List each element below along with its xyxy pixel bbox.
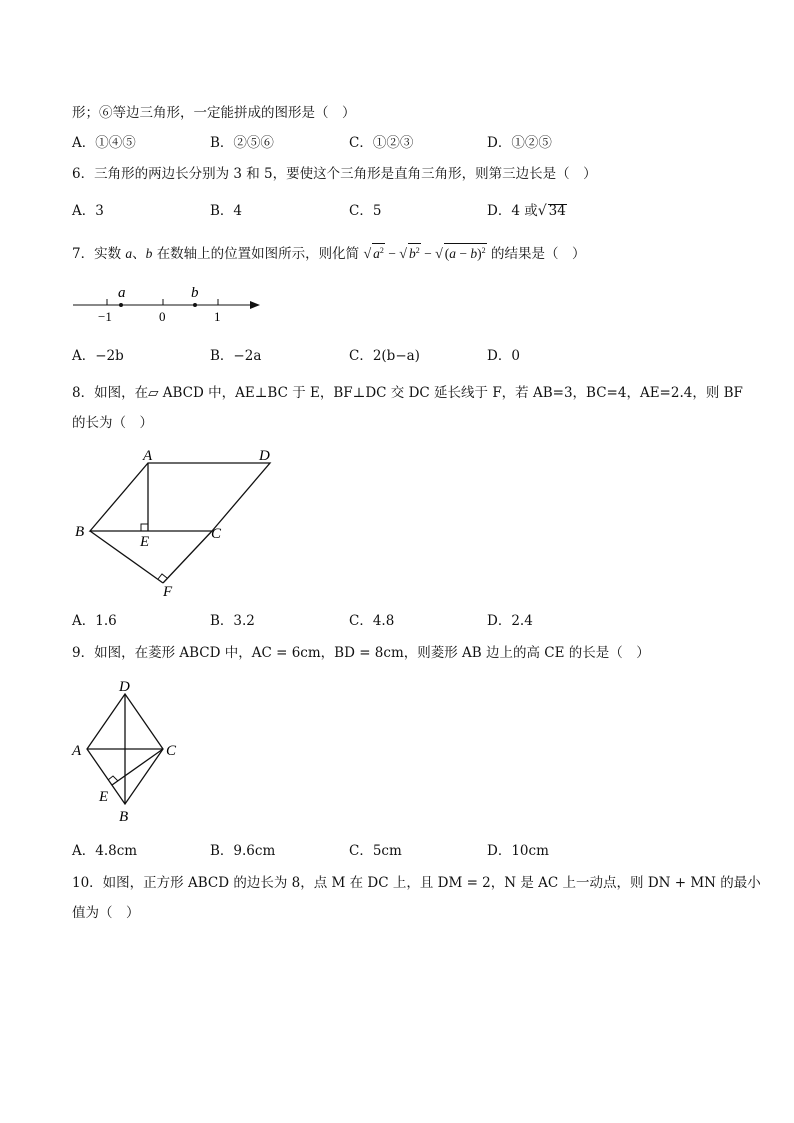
q9-rhombus-figure bbox=[70, 674, 200, 830]
q7-expression: √ $a^2$ − √ $b^2$ − √ $(a - b)^2$ bbox=[363, 246, 486, 261]
q6-option-a[interactable]: A．3 bbox=[72, 203, 104, 219]
q5-options bbox=[72, 134, 692, 152]
q7-option-d[interactable]: D．0 bbox=[487, 348, 520, 364]
q7-option-a[interactable]: A．−2b bbox=[72, 348, 124, 364]
q5-stem-tail: 形；⑥等边三角形，一定能拼成的图形是（ ） bbox=[72, 105, 356, 121]
sqrt-symbol-icon: √ bbox=[537, 203, 547, 219]
q7-stem bbox=[72, 243, 585, 264]
q8-parallelogram-figure bbox=[70, 440, 290, 600]
q9-option-c[interactable]: C．5cm bbox=[349, 843, 402, 859]
point-a bbox=[119, 303, 123, 307]
q9-option-b[interactable]: B．9.6cm bbox=[210, 843, 276, 859]
q5-option-d[interactable]: D．①②⑤ bbox=[487, 135, 552, 151]
q6-option-b[interactable]: B．4 bbox=[210, 203, 243, 219]
q9-stem: 9．如图，在菱形 ABCD 中，AC = 6cm，BD = 8cm，则菱形 AB 边上的高 CE 的长是（ ） bbox=[72, 645, 650, 661]
q5-option-c[interactable]: C．①②③ bbox=[349, 135, 414, 151]
q7-sep: 、 bbox=[132, 246, 146, 262]
label-b: B bbox=[119, 809, 129, 825]
right-angle-e-icon bbox=[108, 776, 118, 781]
label-b: B bbox=[75, 524, 85, 540]
point-b bbox=[193, 303, 197, 307]
q5-option-b[interactable]: B．②⑤⑥ bbox=[210, 135, 274, 151]
q7-options bbox=[72, 347, 692, 365]
q7-suffix: 的结果是（ ） bbox=[490, 246, 586, 262]
q10-stem-line1: 10．如图，正方形 ABCD 的边长为 8，点 M 在 DC 上，且 DM = 2，N 是 AC 上一动点，则 DN + MN 的最小 bbox=[72, 875, 761, 891]
label-b: b bbox=[191, 285, 199, 301]
q7-number-line bbox=[70, 280, 270, 328]
q8-option-b[interactable]: B．3.2 bbox=[210, 613, 255, 629]
right-angle-e-icon bbox=[141, 524, 148, 531]
label-d: D bbox=[119, 679, 130, 695]
q8-stem-line1: 8．如图，在▱ ABCD 中，AE⊥BC 于 E，BF⊥DC 交 DC 延长线于 F，若 AB=3，BC=4，AE=2.4，则 BF bbox=[72, 385, 743, 401]
q9-option-d[interactable]: D．10cm bbox=[487, 843, 549, 859]
label-a: a bbox=[118, 285, 126, 301]
q9-option-a[interactable]: A．4.8cm bbox=[72, 843, 138, 859]
q8-option-c[interactable]: C．4.8 bbox=[349, 613, 395, 629]
label-a: A bbox=[72, 743, 82, 759]
q8-options bbox=[72, 612, 692, 630]
q6-option-d-prefix: D．4 或 bbox=[487, 203, 538, 219]
q7-prefix: 7．实数 bbox=[72, 246, 122, 262]
label-c: C bbox=[166, 743, 177, 759]
q6-stem: 6．三角形的两边长分别为 3 和 5，要使这个三角形是直角三角形，则第三边长是（ ） bbox=[72, 166, 597, 182]
arrow-right-icon bbox=[250, 301, 260, 309]
segment-cf bbox=[163, 531, 212, 583]
q8-option-a[interactable]: A．1.6 bbox=[72, 613, 117, 629]
q8-option-d[interactable]: D．2.4 bbox=[487, 613, 533, 629]
q9-options bbox=[72, 842, 692, 860]
label-e: E bbox=[99, 789, 109, 805]
q6-options bbox=[72, 202, 692, 220]
q6-option-c[interactable]: C．5 bbox=[349, 203, 382, 219]
label-f: F bbox=[163, 584, 173, 600]
q5-option-a[interactable]: A．①④⑤ bbox=[72, 135, 136, 151]
label-e: E bbox=[140, 534, 150, 550]
label-neg1: −1 bbox=[98, 309, 112, 324]
right-angle-f-icon bbox=[158, 574, 167, 579]
q6-option-d-radicand: 34 bbox=[548, 203, 566, 219]
q6-option-d[interactable] bbox=[487, 202, 567, 220]
label-0: 0 bbox=[159, 309, 166, 324]
q7-option-b[interactable]: B．−2a bbox=[210, 348, 262, 364]
q8-stem-line2: 的长为（ ） bbox=[72, 415, 153, 431]
q7-var-b: b bbox=[145, 246, 153, 261]
q7-option-c[interactable]: C．2(b−a) bbox=[349, 348, 420, 364]
q7-mid: 在数轴上的位置如图所示，则化简 bbox=[156, 246, 360, 262]
label-c: C bbox=[211, 526, 222, 542]
segment-ce bbox=[112, 749, 163, 785]
q10-stem-line2: 值为（ ） bbox=[72, 905, 140, 921]
segment-bf bbox=[90, 531, 163, 583]
label-1: 1 bbox=[214, 309, 221, 324]
parallelogram-abcd bbox=[90, 463, 270, 531]
label-a: A bbox=[143, 448, 153, 464]
label-d: D bbox=[259, 448, 270, 464]
q7-var-a: a bbox=[125, 246, 133, 261]
